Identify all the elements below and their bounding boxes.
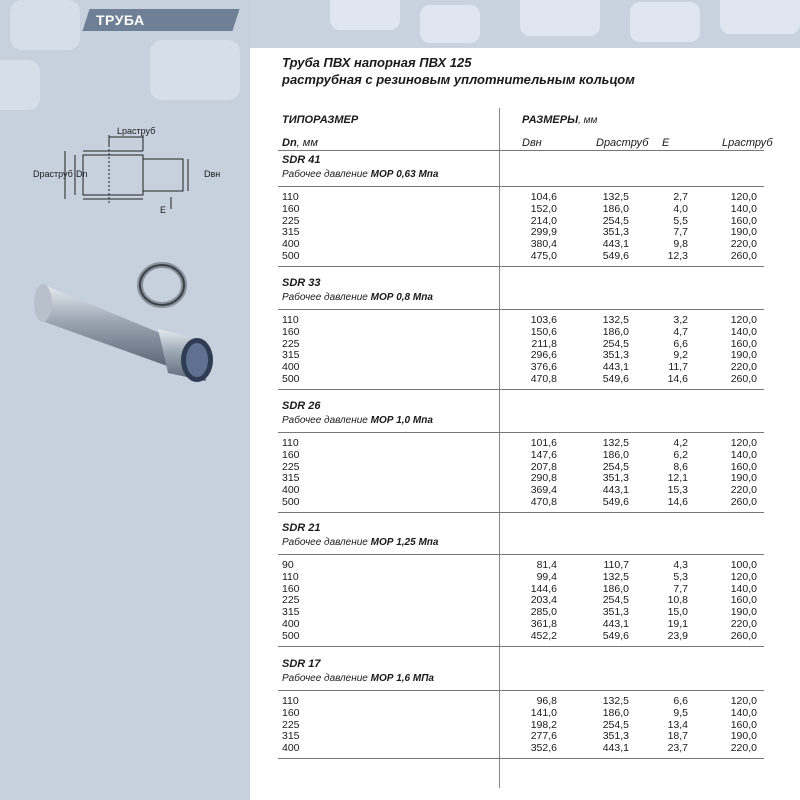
- table-cell: 4,7: [673, 325, 688, 338]
- table-cell: 160,0: [730, 460, 757, 473]
- label-e: E: [160, 205, 167, 215]
- table-cell: 500: [282, 373, 300, 385]
- section-tab: [82, 9, 239, 31]
- table-cell: 500: [282, 496, 300, 508]
- table-cell: 14,6: [667, 373, 688, 385]
- table-cell: 254,5: [602, 594, 629, 607]
- table-cell: 110: [282, 191, 299, 203]
- table-cell: 160: [282, 582, 300, 595]
- table-cell: 15,0: [667, 606, 688, 619]
- sdr-group-name: SDR 17: [282, 658, 321, 670]
- table-cell: 4,0: [673, 202, 688, 215]
- table-cell: 190,0: [730, 606, 757, 619]
- table-cell: 132,5: [602, 314, 629, 326]
- label-dvn: Dвн: [204, 169, 221, 179]
- table-cell: 120,0: [730, 314, 757, 326]
- table-cell: 225: [282, 337, 300, 350]
- sdr-pressure: [282, 537, 438, 548]
- label-l-rastr: Lраструб: [117, 126, 156, 136]
- table-cell: 110: [282, 695, 299, 707]
- table-cell: 296,6: [530, 349, 557, 362]
- table-cell: 254,5: [602, 718, 629, 731]
- table-cell: 315: [282, 349, 300, 362]
- table-cell: 9,5: [673, 706, 688, 719]
- table-cell: 23,9: [667, 629, 688, 642]
- table-cell: 160: [282, 202, 300, 215]
- table-cell: 369,4: [530, 484, 557, 497]
- table-cell: 6,6: [673, 695, 688, 707]
- table-cell: 140,0: [730, 325, 757, 338]
- sdr-pressure-label: Рабочее давление: [282, 537, 371, 548]
- sdr-pressure-value: МОР 1,0 Мпа: [370, 415, 433, 426]
- table-cell: 110: [282, 437, 299, 449]
- table-cell: 190,0: [730, 349, 757, 362]
- table-cell: 7,7: [673, 226, 688, 239]
- table-cell: 351,3: [602, 226, 629, 239]
- table-cell: 254,5: [602, 460, 629, 473]
- label-d-rastr: Dраструб: [33, 169, 73, 179]
- table-cell: 315: [282, 606, 300, 619]
- table-cell: 96,8: [536, 695, 557, 707]
- table-cell: 315: [282, 730, 300, 743]
- table-cell: 160: [282, 325, 300, 338]
- col-dn-unit: , мм: [296, 137, 318, 149]
- table-cell: 120,0: [730, 570, 757, 583]
- sdr-group-name: SDR 26: [282, 400, 321, 412]
- table-cell: 14,6: [667, 496, 688, 508]
- table-cell: 549,6: [602, 496, 629, 508]
- group-end-rule: [278, 512, 764, 513]
- table-cell: 475,0: [530, 250, 557, 262]
- table-cell: 132,5: [602, 437, 629, 449]
- table-cell: 470,8: [530, 373, 557, 385]
- table-cell: 132,5: [602, 570, 629, 583]
- table-cell: 443,1: [602, 238, 629, 251]
- table-cell: 152,0: [530, 202, 557, 215]
- table-cell: 190,0: [730, 730, 757, 743]
- col-e: E: [662, 137, 670, 149]
- table-cell: 144,6: [530, 582, 557, 595]
- col-dn: [282, 137, 318, 149]
- sdr-pressure-label: Рабочее давление: [282, 292, 371, 303]
- group-rule: [278, 432, 764, 433]
- table-cell: 315: [282, 472, 300, 485]
- table-cell: 260,0: [730, 373, 757, 385]
- table-cell: 120,0: [730, 695, 757, 707]
- group-rule: [278, 690, 764, 691]
- table-cell: 186,0: [602, 325, 629, 338]
- table-cell: 12,1: [667, 472, 688, 485]
- table-cell: 140,0: [730, 706, 757, 719]
- table-cell: 351,3: [602, 606, 629, 619]
- group-end-rule: [278, 266, 764, 267]
- table-cell: 198,2: [530, 718, 557, 731]
- sdr-pressure-value: МОР 0,8 Мпа: [370, 292, 433, 303]
- table-cell: 110: [282, 314, 299, 326]
- table-cell: 443,1: [602, 618, 629, 630]
- table-cell: 225: [282, 718, 300, 731]
- pipe-photo: [30, 255, 230, 395]
- table-cell: 400: [282, 238, 300, 251]
- table-cell: 8,6: [673, 460, 688, 473]
- table-cell: 110: [282, 570, 299, 583]
- header-size: ТИПОРАЗМЕР: [282, 114, 359, 126]
- group-rule: [278, 309, 764, 310]
- table-cell: 4,2: [673, 437, 688, 449]
- table-cell: 11,7: [668, 361, 688, 374]
- table-cell: 13,4: [667, 718, 688, 731]
- table-cell: 101,6: [530, 437, 557, 449]
- table-cell: 351,3: [602, 730, 629, 743]
- table-cell: 220,0: [730, 238, 757, 251]
- table-cell: 225: [282, 594, 300, 607]
- table-cell: 160,0: [730, 214, 757, 227]
- table-cell: 6,2: [673, 448, 688, 461]
- table-cell: 203,4: [530, 594, 557, 607]
- table-cell: 277,6: [530, 730, 557, 743]
- table-cell: 452,2: [530, 629, 557, 642]
- table-cell: 100,0: [730, 559, 757, 571]
- table-cell: 352,6: [530, 742, 557, 755]
- table-cell: 3,2: [673, 314, 688, 326]
- table-cell: 351,3: [602, 472, 629, 485]
- table-cell: 9,8: [673, 238, 688, 251]
- table-cell: 254,5: [602, 214, 629, 227]
- table-cell: 140,0: [730, 582, 757, 595]
- page-subtitle: раструбная с резиновым уплотнительным кольцом: [282, 72, 635, 87]
- sdr-pressure: [282, 169, 438, 180]
- col-dvn: Dвн: [522, 137, 542, 149]
- table-cell: 190,0: [730, 226, 757, 239]
- header-rule: [278, 150, 764, 151]
- group-rule: [278, 186, 764, 187]
- table-cell: 443,1: [602, 742, 629, 755]
- table-cell: 549,6: [602, 373, 629, 385]
- table-cell: 186,0: [602, 202, 629, 215]
- sdr-pressure-value: МОР 1,25 Мпа: [370, 537, 439, 548]
- table-cell: 290,8: [530, 472, 557, 485]
- table-cell: 160: [282, 706, 300, 719]
- table-cell: 549,6: [602, 629, 629, 642]
- table-cell: 315: [282, 226, 300, 239]
- table-cell: 500: [282, 629, 300, 642]
- table-cell: 160,0: [730, 718, 757, 731]
- header-dimensions: [522, 114, 597, 126]
- table-cell: 285,0: [530, 606, 557, 619]
- table-cell: 361,8: [530, 618, 557, 630]
- sdr-group-name: SDR 33: [282, 277, 321, 289]
- header-dimensions-unit: , мм: [578, 115, 598, 126]
- table-cell: 10,8: [667, 594, 688, 607]
- table-cell: 103,6: [530, 314, 557, 326]
- sdr-pressure-value: МОР 0,63 Мпа: [370, 169, 439, 180]
- table-cell: 220,0: [730, 484, 757, 497]
- sdr-pressure-label: Рабочее давление: [282, 673, 371, 684]
- table-cell: 400: [282, 484, 300, 497]
- group-end-rule: [278, 646, 764, 647]
- table-cell: 12,3: [667, 250, 688, 262]
- table-cell: 120,0: [730, 437, 757, 449]
- sdr-group-name: SDR 41: [282, 154, 321, 166]
- table-cell: 186,0: [602, 448, 629, 461]
- table-cell: 260,0: [730, 629, 757, 642]
- table-cell: 190,0: [730, 472, 757, 485]
- sdr-pressure: [282, 415, 433, 426]
- sdr-pressure: [282, 292, 433, 303]
- table-cell: 4,3: [673, 559, 688, 571]
- table-cell: 141,0: [530, 706, 557, 719]
- table-cell: 120,0: [730, 191, 757, 203]
- table-cell: 207,8: [530, 460, 557, 473]
- table-cell: 254,5: [602, 337, 629, 350]
- group-end-rule: [278, 389, 764, 390]
- sdr-pressure-label: Рабочее давление: [282, 169, 371, 180]
- table-cell: 260,0: [730, 496, 757, 508]
- table-cell: 15,3: [667, 484, 688, 497]
- table-cell: 5,3: [673, 570, 688, 583]
- table-cell: 400: [282, 361, 300, 374]
- table-cell: 443,1: [602, 361, 629, 374]
- table-cell: 470,8: [530, 496, 557, 508]
- label-dn: Dn: [76, 169, 88, 179]
- table-cell: 81,4: [536, 559, 557, 571]
- page-title: Труба ПВХ напорная ПВХ 125: [282, 55, 472, 70]
- table-cell: 160: [282, 448, 300, 461]
- table-cell: 351,3: [602, 349, 629, 362]
- table-cell: 99,4: [536, 570, 557, 583]
- table-cell: 400: [282, 742, 300, 755]
- table-cell: 147,6: [530, 448, 557, 461]
- group-end-rule: [278, 758, 764, 759]
- table-cell: 104,6: [530, 191, 557, 203]
- table-cell: 214,0: [530, 214, 557, 227]
- table-cell: 110,7: [603, 559, 629, 571]
- table-cell: 132,5: [602, 695, 629, 707]
- col-drastr: Dраструб: [596, 137, 649, 149]
- table-cell: 380,4: [530, 238, 557, 251]
- table-cell: 443,1: [602, 484, 629, 497]
- table-cell: 23,7: [667, 742, 688, 755]
- header-dimensions-label: РАЗМЕРЫ: [522, 114, 579, 126]
- table-cell: 376,6: [530, 361, 557, 374]
- table-cell: 220,0: [730, 618, 757, 630]
- table-cell: 2,7: [673, 191, 688, 203]
- table-cell: 549,6: [602, 250, 629, 262]
- table-cell: 160,0: [730, 594, 757, 607]
- table-cell: 140,0: [730, 202, 757, 215]
- table-cell: 400: [282, 618, 300, 630]
- table-cell: 90: [282, 559, 294, 571]
- table-cell: 18,7: [667, 730, 688, 743]
- table-cell: 7,7: [673, 582, 688, 595]
- table-cell: 225: [282, 214, 300, 227]
- sdr-group-name: SDR 21: [282, 522, 321, 534]
- table-cell: 132,5: [602, 191, 629, 203]
- table-cell: 260,0: [730, 250, 757, 262]
- table-cell: 500: [282, 250, 300, 262]
- table-cell: 9,2: [673, 349, 688, 362]
- sdr-pressure: [282, 673, 434, 684]
- table-cell: 186,0: [602, 582, 629, 595]
- col-lrastr: Lраструб: [722, 137, 773, 149]
- table-cell: 220,0: [730, 361, 757, 374]
- table-cell: 186,0: [602, 706, 629, 719]
- table-cell: 211,8: [531, 337, 557, 350]
- table-cell: 299,9: [530, 226, 557, 239]
- sdr-pressure-label: Рабочее давление: [282, 415, 371, 426]
- table-cell: 150,6: [530, 325, 557, 338]
- sdr-pressure-value: МОР 1,6 МПа: [370, 673, 434, 684]
- section-tab-label: ТРУБА: [96, 12, 145, 28]
- table-cell: 160,0: [730, 337, 757, 350]
- table-cell: 220,0: [730, 742, 757, 755]
- table-cell: 6,6: [673, 337, 688, 350]
- table-cell: 140,0: [730, 448, 757, 461]
- table-cell: 225: [282, 460, 300, 473]
- table-cell: 19,1: [667, 618, 688, 630]
- col-dn-label: Dn: [282, 137, 297, 149]
- table-cell: 5,5: [673, 214, 688, 227]
- group-rule: [278, 554, 764, 555]
